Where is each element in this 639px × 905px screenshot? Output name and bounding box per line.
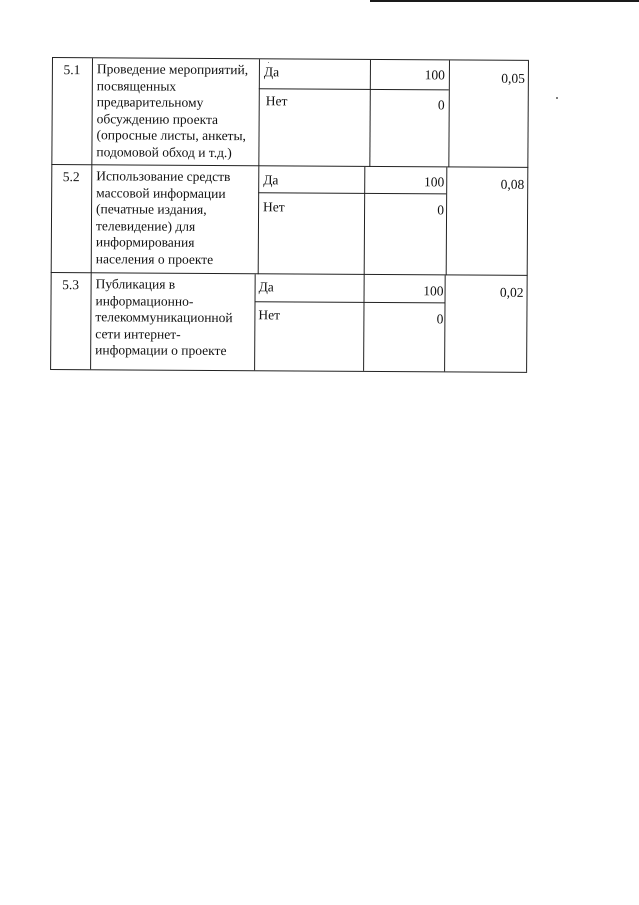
table-row [51, 57, 529, 168]
option-points-no: 0 [436, 311, 444, 327]
option-answer-no: Нет [263, 199, 285, 215]
option-answer-yes: Да [258, 279, 274, 295]
scan-speck [556, 97, 558, 99]
column-divider [444, 275, 446, 371]
option-divider [258, 192, 446, 194]
criterion-description: Использование средств массовой информации (печатные издания, телевидение) для информирования населения о проекте [95, 168, 231, 267]
criterion-number: 5.3 [62, 277, 80, 293]
column-divider [527, 61, 529, 168]
column-divider [448, 60, 450, 167]
criterion-description: Публикация в информационно- телекоммуникационной сети интернет- информации о проекте [95, 276, 233, 359]
option-points-no: 0 [437, 202, 445, 218]
option-points-no: 0 [437, 97, 445, 113]
criterion-weight: 0,08 [500, 176, 525, 192]
criterion-description: Проведение мероприятий, посвященных предварительному обсуждению проекта (опросные листы, анкеты, подомовой обход и т.д.) [96, 61, 249, 161]
option-answer-yes: Да [263, 172, 279, 188]
column-divider [369, 60, 371, 167]
column-divider [526, 276, 528, 372]
column-divider [446, 167, 448, 275]
criterion-number: 5.1 [63, 62, 81, 78]
column-divider [363, 275, 365, 371]
criterion-number: 5.2 [62, 169, 80, 185]
option-answer-no: Нет [265, 93, 288, 109]
column-divider [364, 167, 366, 275]
scan-edge-mark [370, 0, 639, 2]
criterion-weight: 0,02 [499, 284, 524, 300]
option-answer-no: Нет [258, 307, 281, 323]
option-points-yes: 100 [424, 67, 445, 83]
option-divider [259, 88, 449, 90]
criteria-table [50, 57, 529, 372]
table-row [51, 164, 529, 276]
column-divider [527, 168, 529, 276]
option-points-yes: 100 [423, 283, 444, 299]
table-row [50, 272, 528, 373]
option-answer-yes: Да [263, 64, 280, 80]
option-divider [255, 301, 445, 303]
option-points-yes: 100 [423, 174, 445, 190]
criterion-weight: 0,05 [501, 70, 525, 86]
